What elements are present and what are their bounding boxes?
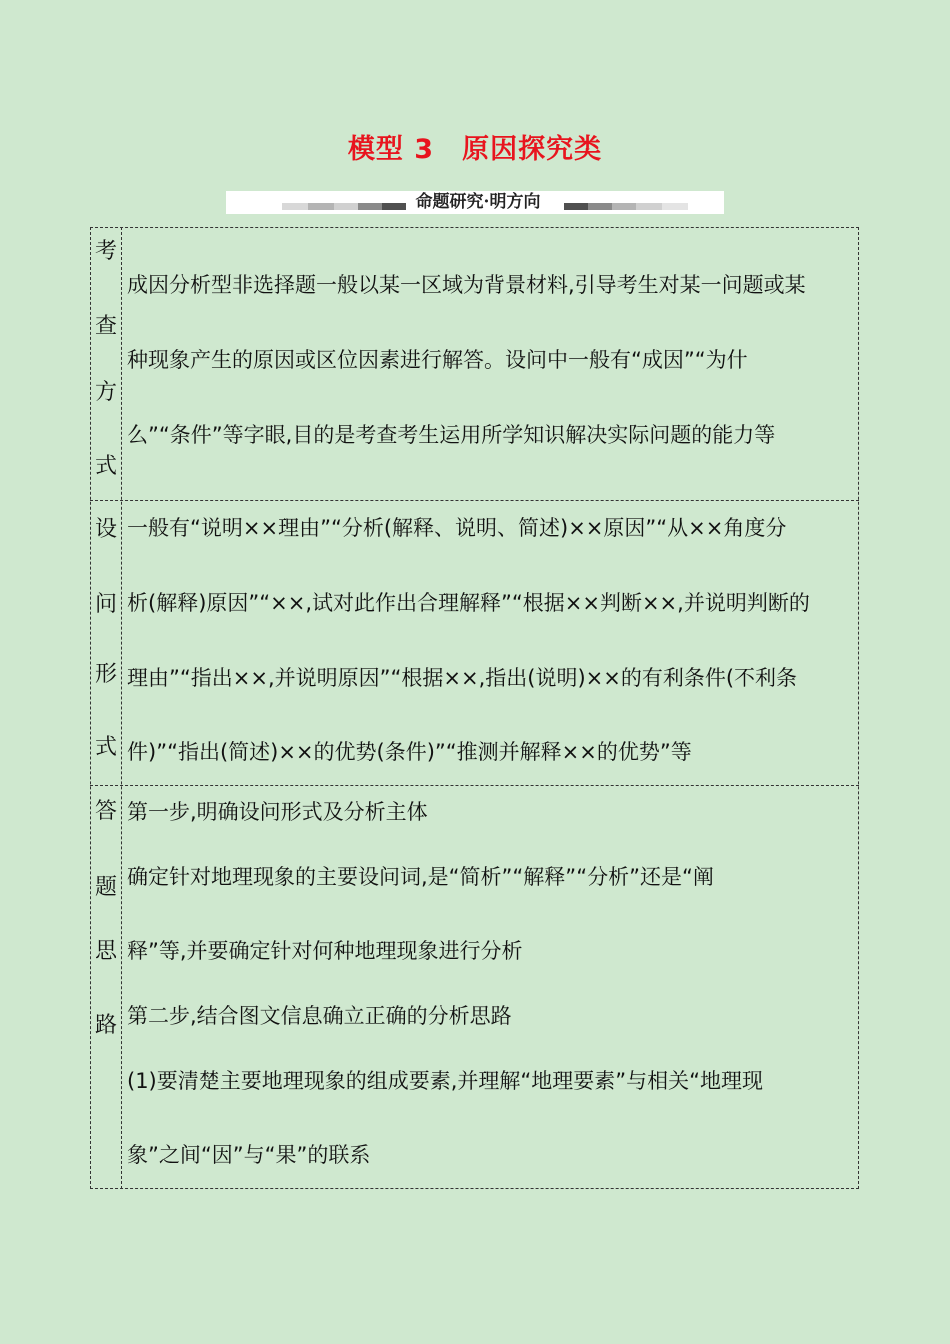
banner-left-decoration	[282, 203, 406, 210]
content-line: 成因分析型非选择题一般以某一区域为背景材料,引导考生对某一问题或某	[127, 273, 806, 297]
row-label-char: 思	[94, 939, 117, 964]
content-line: 释”等,并要确定针对何种地理现象进行分析	[127, 939, 523, 963]
row-label-char: 形	[94, 662, 117, 687]
row-label-char: 设	[94, 517, 117, 542]
content-line: 第一步,明确设问形式及分析主体	[127, 800, 428, 824]
content-line: 么”“条件”等字眼,目的是考查考生运用所学知识解决实际问题的能力等	[127, 423, 776, 447]
table-row-divider-1	[90, 500, 859, 501]
content-line: 第二步,结合图文信息确立正确的分析思路	[127, 1004, 512, 1028]
row-label-char: 方	[94, 380, 117, 405]
row-label-char: 查	[94, 314, 117, 339]
page-title: 模型 3 原因探究类	[347, 134, 603, 165]
table-row-divider-2	[90, 785, 859, 786]
row-label-char: 答	[94, 799, 117, 824]
table-column-divider	[121, 227, 122, 1189]
content-line: 理由”“指出××,并说明原因”“根据××,指出(说明)××的有利条件(不利条	[127, 666, 798, 690]
row-label-char: 题	[94, 875, 117, 900]
row-label-char: 式	[94, 735, 117, 760]
content-line: 种现象产生的原因或区位因素进行解答。设问中一般有“成因”“为什	[127, 348, 748, 372]
row-label-char: 路	[94, 1013, 117, 1038]
section-banner	[226, 191, 724, 214]
content-line: 确定针对地理现象的主要设问词,是“简析”“解释”“分析”还是“阐	[127, 865, 714, 889]
content-line: 件)”“指出(简述)××的优势(条件)”“推测并解释××的优势”等	[127, 740, 692, 764]
row-label-char: 问	[94, 592, 117, 617]
banner-right-decoration	[564, 203, 688, 210]
row-label-char: 式	[94, 454, 117, 479]
row-label-char: 考	[94, 239, 117, 264]
content-line: 析(解释)原因”“××,试对此作出合理解释”“根据××判断××,并说明判断的	[127, 591, 810, 615]
banner-text: 命题研究·明方向	[415, 192, 541, 212]
content-line: 一般有“说明××理由”“分析(解释、说明、简述)××原因”“从××角度分	[127, 516, 787, 540]
content-line: (1)要清楚主要地理现象的组成要素,并理解“地理要素”与相关“地理现	[127, 1069, 764, 1093]
content-line: 象”之间“因”与“果”的联系	[127, 1143, 371, 1167]
